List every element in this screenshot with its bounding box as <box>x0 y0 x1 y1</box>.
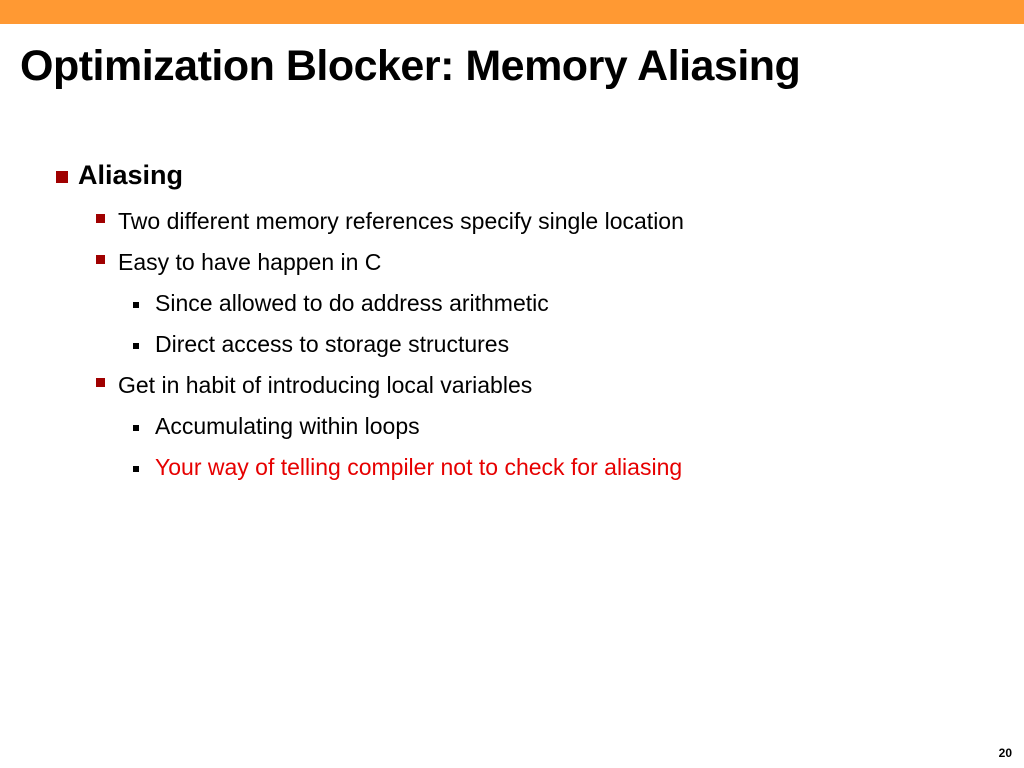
bullet-text: Accumulating within loops <box>155 413 420 439</box>
bullet-text: Since allowed to do address arithmetic <box>155 290 549 316</box>
square-bullet-icon <box>133 302 139 308</box>
square-bullet-icon <box>133 343 139 349</box>
sub-sub-bullet <box>133 290 549 317</box>
bullet-text-highlight: Your way of telling compiler not to check for aliasing <box>155 454 683 480</box>
sub-bullet <box>96 372 532 399</box>
top-accent-bar <box>0 0 1024 24</box>
square-bullet-icon <box>96 214 105 223</box>
bullet-text: Easy to have happen in C <box>118 249 382 275</box>
square-bullet-icon <box>133 466 139 472</box>
slide-title: Optimization Blocker: Memory Aliasing <box>20 42 801 90</box>
bullet-text: Aliasing <box>78 160 184 190</box>
square-bullet-icon <box>96 255 105 264</box>
sub-bullet <box>96 208 684 235</box>
bullet-text: Direct access to storage structures <box>155 331 510 357</box>
square-bullet-icon <box>96 378 105 387</box>
square-bullet-icon <box>56 171 68 183</box>
page-number: 20 <box>998 746 1012 760</box>
bullet-aliasing <box>56 160 183 191</box>
bullet-text: Get in habit of introducing local variables <box>118 372 533 398</box>
bullet-text: Two different memory references specify single location <box>118 208 684 234</box>
sub-sub-bullet-highlight <box>133 454 682 481</box>
sub-sub-bullet <box>133 331 509 358</box>
sub-sub-bullet <box>133 413 420 440</box>
sub-bullet <box>96 249 381 276</box>
square-bullet-icon <box>133 425 139 431</box>
